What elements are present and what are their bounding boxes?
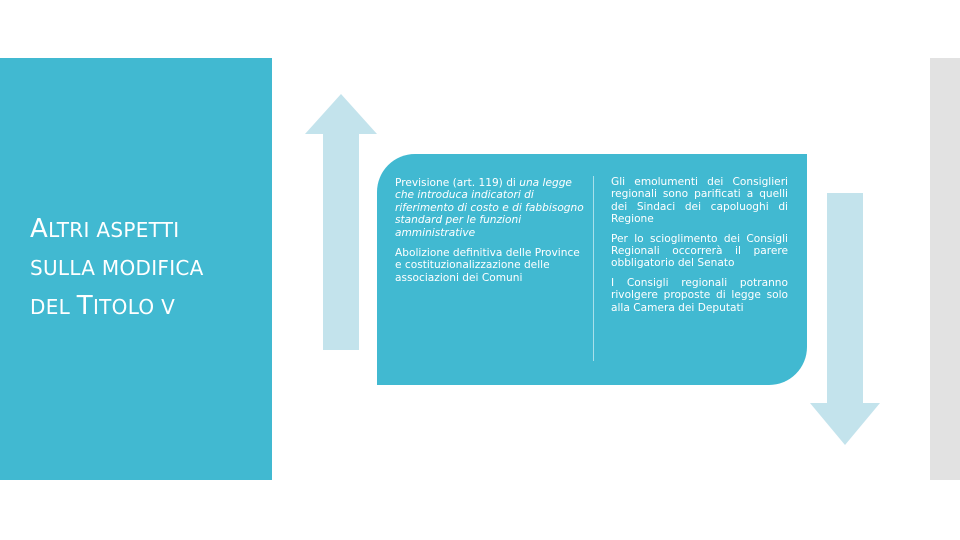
right-paragraph-3: I Consigli regionali potranno rivolgere proposte di legge solo alla Camera dei Deputati <box>611 276 788 314</box>
right-side-bar <box>930 58 960 480</box>
left-paragraph-1: Previsione (art. 119) di una legge che introduca indicatori di riferimento di costo e di fabbisogno standard per le funzioni amministrative <box>395 177 584 239</box>
left-column <box>395 177 585 292</box>
arrow-up-icon <box>305 94 377 350</box>
title-line-2: SULLA MODIFICA <box>30 256 204 280</box>
right-column <box>611 176 788 321</box>
slide-title <box>30 210 270 326</box>
title-line-3: DEL TITOLO V <box>30 291 176 321</box>
left-paragraph-2: Abolizione definitiva delle Province e costituzionalizzazione delle associazioni dei Comuni <box>395 247 580 284</box>
column-divider <box>593 176 594 361</box>
right-paragraph-2: Per lo scioglimento dei Consigli Regionali occorrerà il parere obbligatorio del Senato <box>611 232 788 270</box>
right-paragraph-1: Gli emolumenti dei Consiglieri regionali sono parificati a quelli dei Sindaci dei capoluoghi di Regione <box>611 176 788 226</box>
arrow-down-icon <box>810 193 880 445</box>
title-line-1: ALTRI ASPETTI <box>30 214 180 244</box>
